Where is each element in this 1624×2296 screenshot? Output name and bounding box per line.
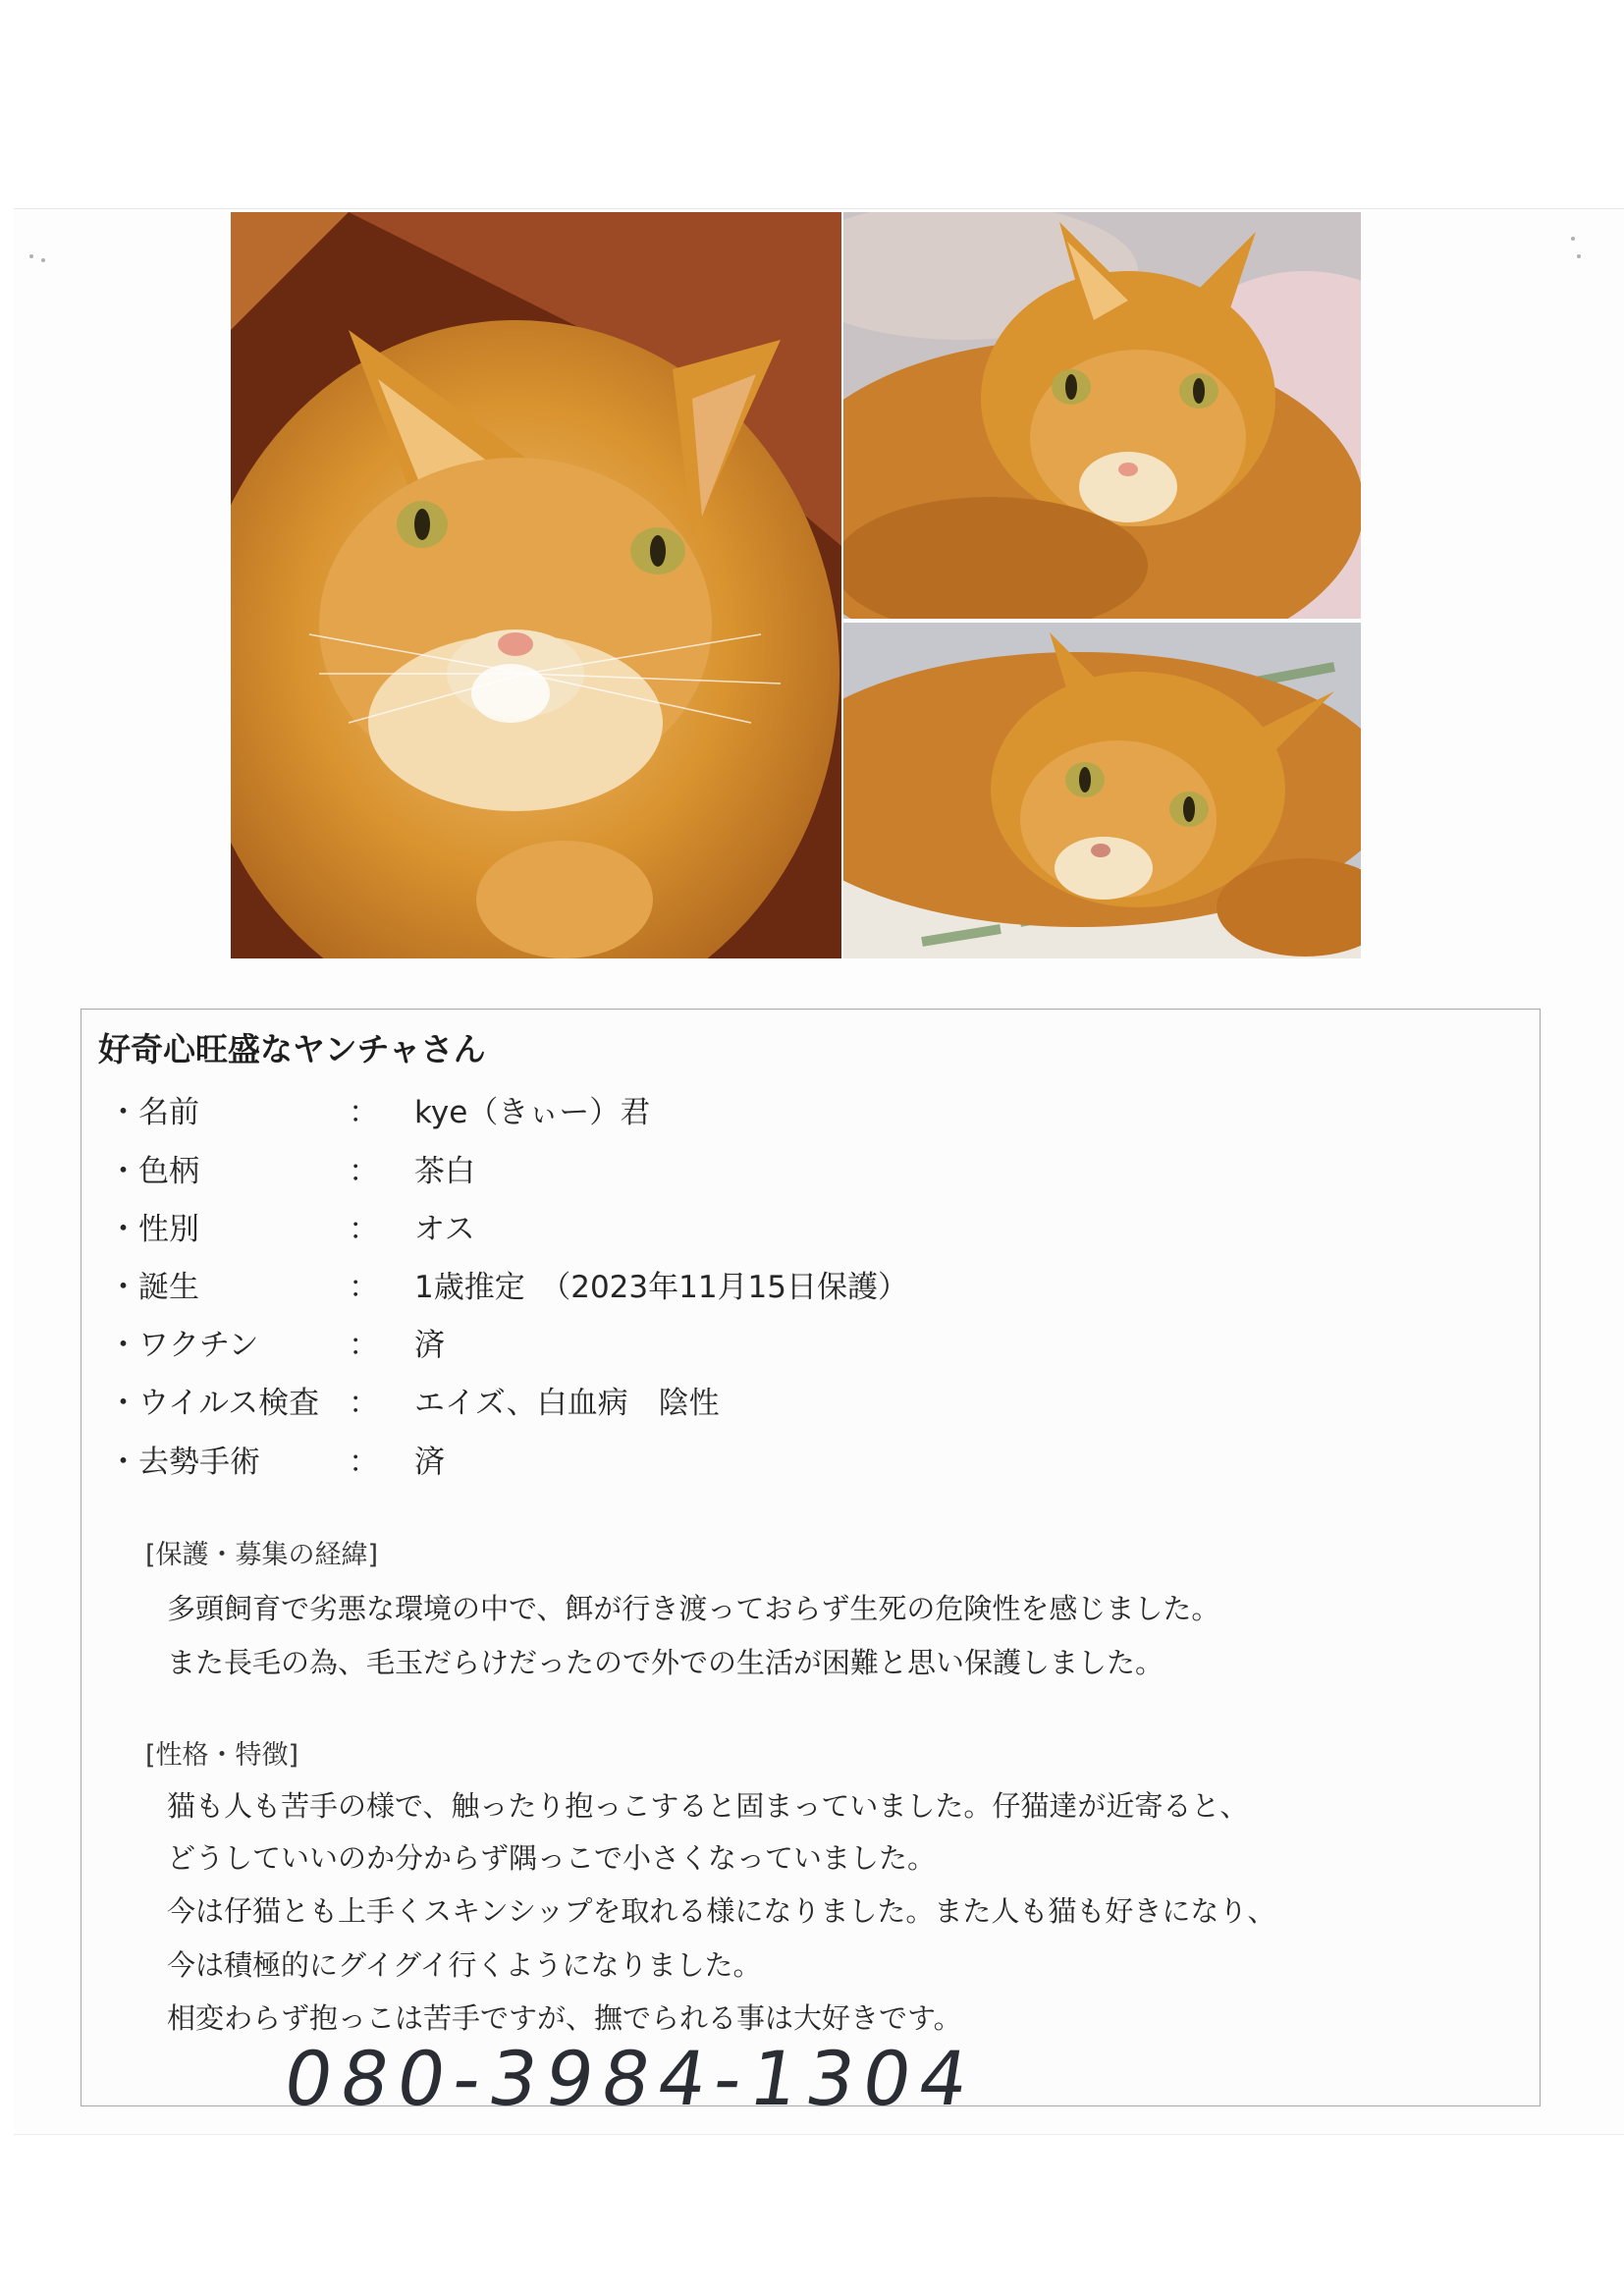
profile-colon: ： xyxy=(349,1095,379,1130)
profile-label: ・色柄 xyxy=(108,1154,199,1189)
profile-colon: ： xyxy=(349,1386,379,1421)
paragraph-line: どうしていいのか分からず隅っこで小さくなっていました。 xyxy=(167,1841,937,1875)
profile-label: ・去勢手術 xyxy=(108,1445,260,1480)
handwritten-phone-number: 080-3984-1304 xyxy=(278,2035,983,2122)
profile-label: ・名前 xyxy=(108,1095,199,1130)
profile-colon: ： xyxy=(349,1212,379,1247)
profile-value: kye（きぃー）君 xyxy=(414,1095,651,1130)
profile-label: ・ワクチン xyxy=(108,1328,259,1363)
scan-speck xyxy=(1577,254,1581,258)
profile-colon: ： xyxy=(349,1328,379,1363)
paragraph-line: 多頭飼育で劣悪な環境の中で、餌が行き渡っておらず生死の危険性を感じました。 xyxy=(167,1592,1220,1625)
profile-value: 1歳推定 （2023年11月15日保護） xyxy=(414,1270,909,1305)
profile-value: 済 xyxy=(414,1328,445,1363)
profile-value: オス xyxy=(414,1212,475,1247)
paragraph-line: 今は仔猫とも上手くスキンシップを取れる様になりました。また人も猫も好きになり、 xyxy=(167,1894,1276,1928)
headline: 好奇心旺盛なヤンチャさん xyxy=(98,1030,486,1068)
profile-label: ・ウイルス検査 xyxy=(108,1386,320,1421)
profile-label: ・誕生 xyxy=(108,1270,199,1305)
profile-colon: ： xyxy=(349,1445,379,1480)
paragraph-line: 相変わらず抱っこは苦手ですが、撫でられる事は大好きです。 xyxy=(167,2001,962,2035)
profile-colon: ： xyxy=(349,1154,379,1189)
scan-speck xyxy=(29,254,33,258)
paragraph-line: 猫も人も苦手の様で、触ったり抱っこすると固まっていました。仔猫達が近寄ると、 xyxy=(167,1789,1249,1823)
profile-value: エイズ、白血病 陰性 xyxy=(414,1386,720,1421)
section-title-personality: [性格・特徴] xyxy=(145,1740,299,1771)
cat-photo-bottom-right xyxy=(843,623,1361,958)
section-title-rescue: [保護・募集の経緯] xyxy=(145,1540,379,1570)
profile-value: 済 xyxy=(414,1445,445,1480)
paragraph-line: 今は積極的にグイグイ行くようになりました。 xyxy=(167,1948,762,1982)
scan-speck xyxy=(1571,237,1575,241)
paragraph-line: また長毛の為、毛玉だらけだったので外での生活が困難と思い保護しました。 xyxy=(167,1646,1164,1679)
profile-colon: ： xyxy=(349,1270,379,1305)
cat-photo-main xyxy=(231,212,841,958)
profile-label: ・性別 xyxy=(108,1212,199,1247)
cat-photo-top-right xyxy=(843,212,1361,619)
scan-speck xyxy=(41,258,45,262)
profile-value: 茶白 xyxy=(414,1154,475,1189)
